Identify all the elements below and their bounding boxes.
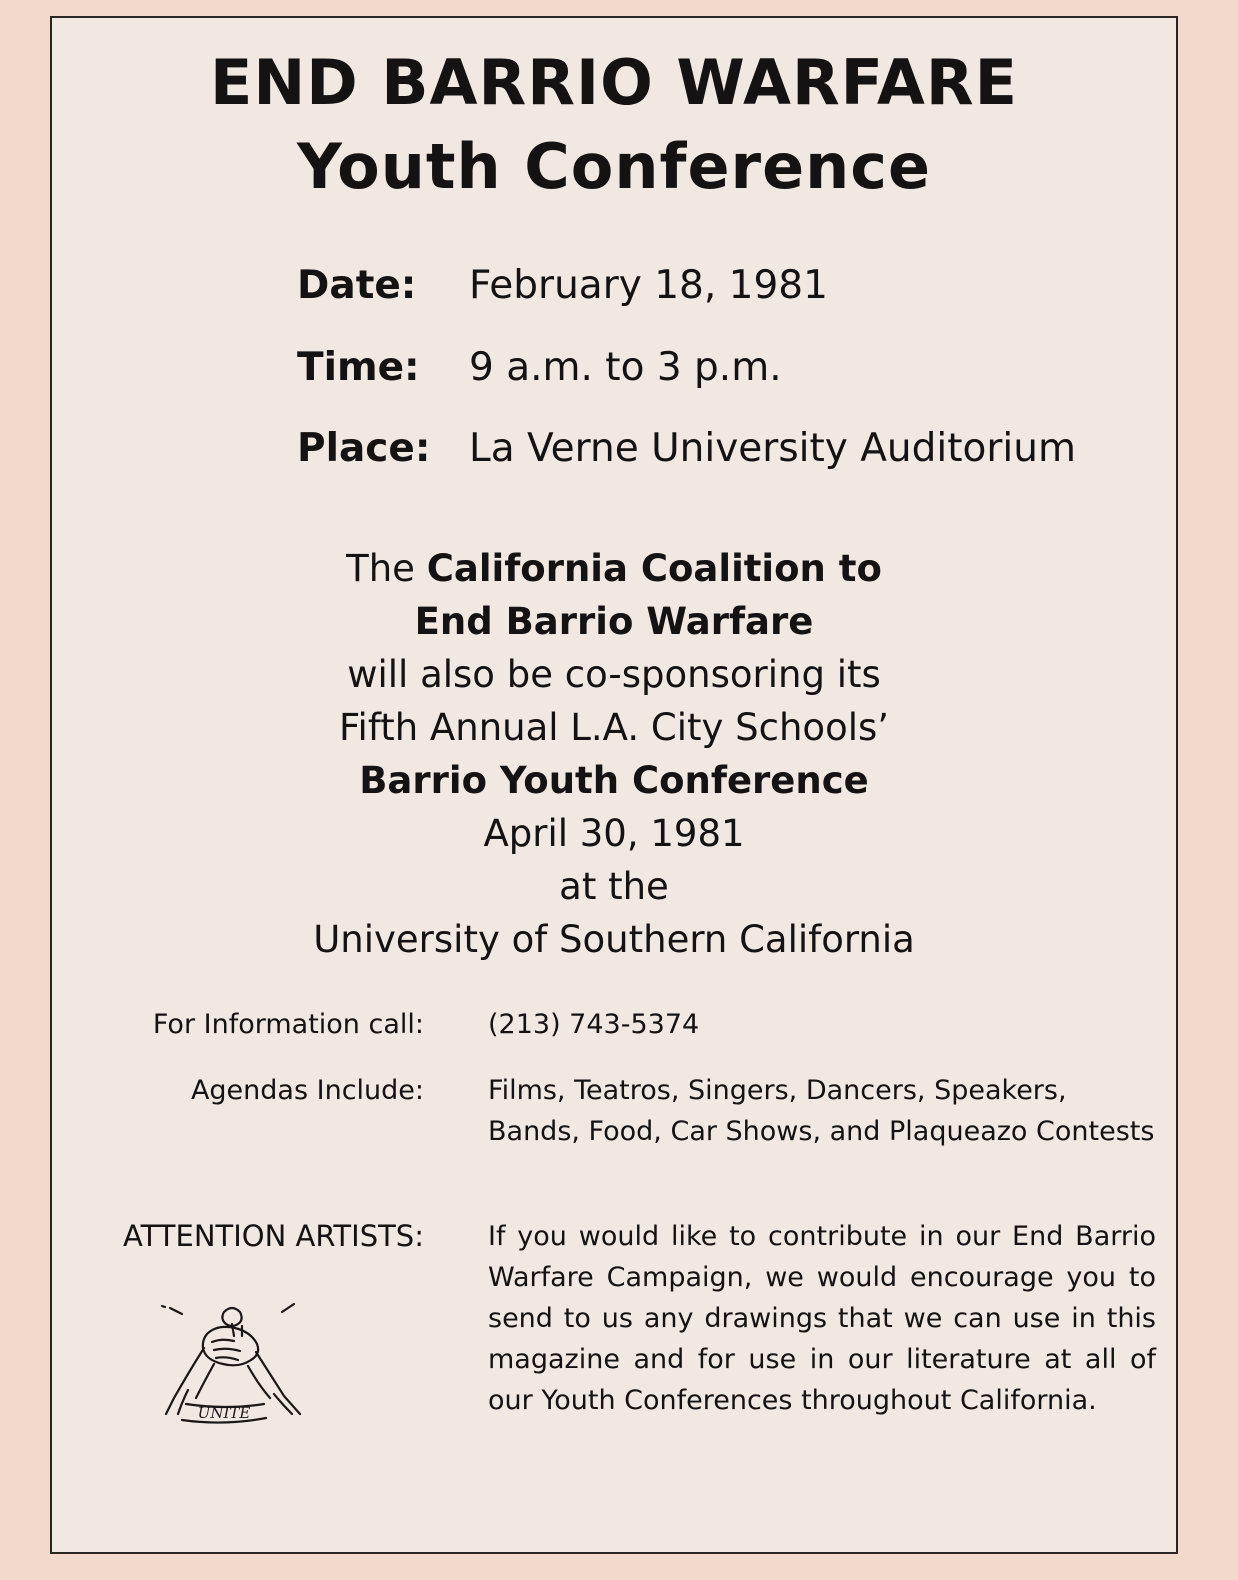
sponsor-org-line-1: California Coalition to <box>426 547 882 590</box>
sponsor-event-date: April 30, 1981 <box>483 812 745 855</box>
sponsor-at-the: at the <box>559 865 669 908</box>
artists-value: If you would like to contribute in our End Barrio Warfare Campaign, we would encourage you to send to us any drawings that we can use in this magazine and for use in our literature at all of our Youth Conferences throughout California. <box>488 1221 1156 1416</box>
sponsor-the: The <box>346 547 415 590</box>
place-row <box>297 419 1076 479</box>
time-value: 9 a.m. to 3 p.m. <box>469 345 782 390</box>
sponsor-line-1 <box>52 542 1176 595</box>
place-value: La Verne University Auditorium <box>469 426 1076 471</box>
date-label: Date: <box>297 263 417 308</box>
sponsor-event-name: Barrio Youth Conference <box>359 759 869 802</box>
info-call-label: For Information call: <box>152 1009 424 1040</box>
date-row <box>297 256 828 316</box>
time-row <box>297 338 782 398</box>
agendas-label: Agendas Include: <box>190 1075 424 1106</box>
sponsor-line-4: Fifth Annual L.A. City Schools’ <box>338 706 890 749</box>
page-frame <box>50 16 1178 1554</box>
date-value: February 18, 1981 <box>469 263 828 308</box>
time-label: Time: <box>297 345 420 390</box>
agendas-value: Films, Teatros, Singers, Dancers, Speakers, Bands, Food, Car Shows, and Plaqueazo Contests <box>488 1075 1155 1147</box>
title-line-1: END BARRIO WARFARE <box>209 46 1018 119</box>
unite-logo-text: UNITE <box>197 1404 251 1422</box>
sponsor-line-3: will also be co-sponsoring its <box>347 653 881 696</box>
title-line-2: Youth Conference <box>296 130 932 203</box>
sponsor-announcement <box>52 542 1176 966</box>
unite-handshake-logo <box>152 1298 312 1428</box>
sponsor-org-line-2: End Barrio Warfare <box>414 600 814 643</box>
info-call-phone: (213) 743-5374 <box>488 1009 700 1040</box>
sponsor-venue: University of Southern California <box>313 918 915 961</box>
artists-label: ATTENTION ARTISTS: <box>123 1219 424 1253</box>
place-label: Place: <box>297 426 431 471</box>
